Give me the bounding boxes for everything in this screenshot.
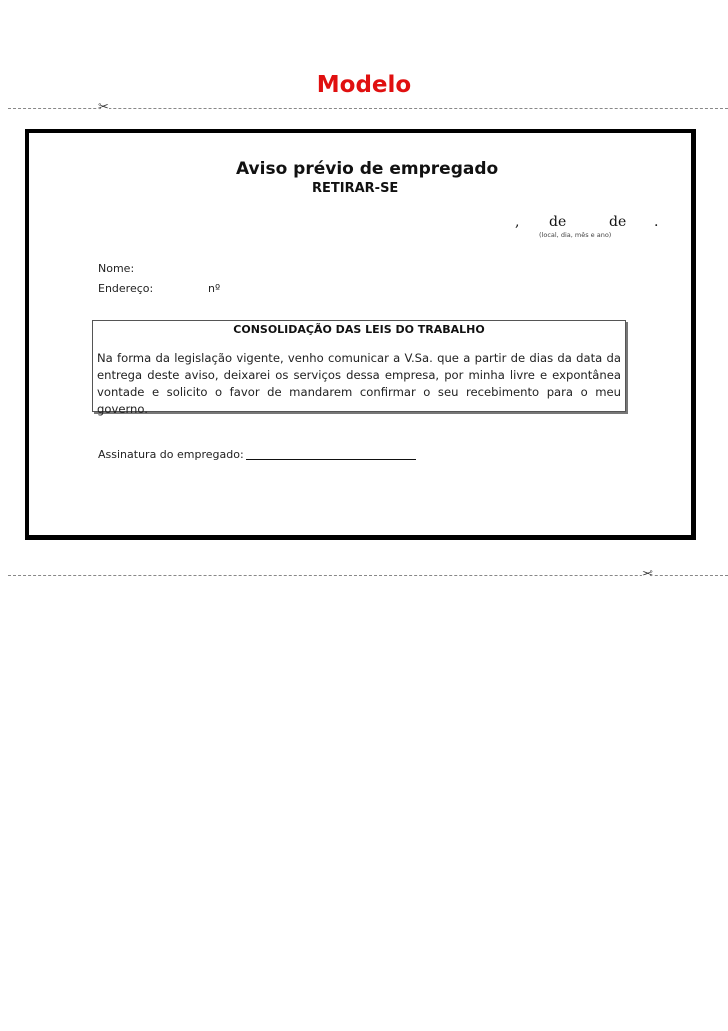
clt-title: CONSOLIDAÇÃO DAS LEIS DO TRABALHO <box>233 323 485 336</box>
date-hint: (local, dia, mês e ano) <box>539 231 612 239</box>
date-period: . <box>654 214 659 230</box>
form-title: Aviso prévio de empregado <box>236 159 499 179</box>
date-de-2: de <box>609 214 627 230</box>
numero-label: nº <box>208 282 221 295</box>
clt-text: Na forma da legislação vigente, venho comunicar a V.Sa. que a partir de dias da data da entrega deste aviso, deixarei os serviços dessa empresa, por minha livre e expontânea vontade e solicito o favor de mandarem confirmar o seu recebimento para o meu governo. <box>97 351 621 416</box>
scissors-icon: ✂ <box>642 567 653 582</box>
signature-label: Assinatura do empregado: <box>98 448 244 461</box>
scissors-icon: ✂ <box>98 100 109 115</box>
date-de-1: de <box>549 214 567 230</box>
endereco-label: Endereço: <box>98 282 154 295</box>
cut-line-bottom <box>8 575 728 576</box>
date-comma: , <box>515 214 520 230</box>
cut-line-top <box>8 108 728 109</box>
page-title: Modelo <box>316 72 412 98</box>
signature-line <box>246 459 416 460</box>
nome-label: Nome: <box>98 262 135 275</box>
form-subtitle: RETIRAR-SE <box>312 181 399 196</box>
